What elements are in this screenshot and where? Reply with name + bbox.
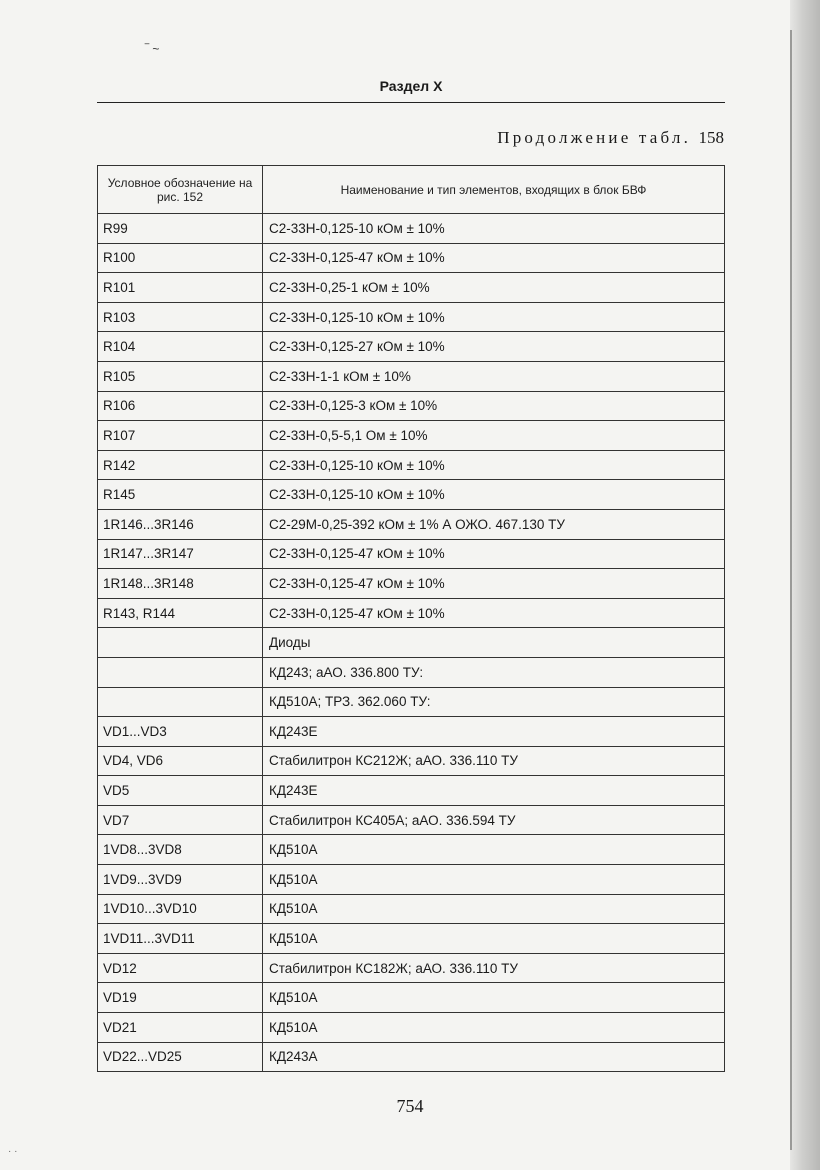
designation-cell: R99: [98, 214, 263, 244]
element-type-cell: КД510А: [263, 865, 725, 895]
designation-cell: VD19: [98, 983, 263, 1013]
table-row: [98, 717, 725, 747]
element-type-cell: КД510А; ТРЗ. 362.060 ТУ:: [263, 687, 725, 717]
table-row: [98, 509, 725, 539]
designation-cell: R100: [98, 243, 263, 273]
designation-cell: VD1...VD3: [98, 717, 263, 747]
designation-cell: R145: [98, 480, 263, 510]
page-edge-shadow: [790, 0, 820, 1170]
designation-cell: 1VD9...3VD9: [98, 865, 263, 895]
table-row: [98, 983, 725, 1013]
element-type-cell: С2-29М-0,25-392 кОм ± 1% А ОЖО. 467.130 ТУ: [263, 509, 725, 539]
element-type-cell: Стабилитрон КС212Ж; аАО. 336.110 ТУ: [263, 746, 725, 776]
table-row: [98, 214, 725, 244]
column-header-designation: Условное обозначение на рис. 152: [98, 166, 263, 214]
element-type-cell: КД243; аАО. 336.800 ТУ:: [263, 657, 725, 687]
designation-cell: VD21: [98, 1013, 263, 1043]
element-type-cell: С2-33Н-0,125-10 кОм ± 10%: [263, 450, 725, 480]
table-row: [98, 421, 725, 451]
table-row: [98, 1013, 725, 1043]
designation-cell: [98, 657, 263, 687]
element-type-cell: КД243Е: [263, 776, 725, 806]
element-type-cell: С2-33Н-0,125-10 кОм ± 10%: [263, 214, 725, 244]
table-row: [98, 805, 725, 835]
element-type-cell: С2-33Н-0,5-5,1 Ом ± 10%: [263, 421, 725, 451]
designation-cell: VD22...VD25: [98, 1042, 263, 1072]
designation-cell: R104: [98, 332, 263, 362]
element-type-cell: С2-33Н-0,125-47 кОм ± 10%: [263, 243, 725, 273]
designation-cell: R101: [98, 273, 263, 303]
table-header-row: [98, 166, 725, 214]
table-row: [98, 865, 725, 895]
element-type-cell: С2-33Н-0,125-27 кОм ± 10%: [263, 332, 725, 362]
designation-cell: VD5: [98, 776, 263, 806]
table-row: [98, 953, 725, 983]
column-header-name-type: Наименование и тип элементов, входящих в блок БВФ: [263, 166, 725, 214]
table-row: [98, 243, 725, 273]
designation-cell: 1R146...3R146: [98, 509, 263, 539]
element-type-cell: КД510А: [263, 1013, 725, 1043]
table-row: [98, 746, 725, 776]
element-type-cell: С2-33Н-1-1 кОм ± 10%: [263, 361, 725, 391]
designation-cell: R143, R144: [98, 598, 263, 628]
table-row: [98, 687, 725, 717]
table-row: [98, 332, 725, 362]
element-type-cell: С2-33Н-0,125-47 кОм ± 10%: [263, 539, 725, 569]
designation-cell: R105: [98, 361, 263, 391]
table-row: [98, 924, 725, 954]
caption-label: Продолжение табл.: [497, 128, 692, 147]
element-type-cell: Стабилитрон КС405А; аАО. 336.594 ТУ: [263, 805, 725, 835]
element-type-cell: С2-33Н-0,25-1 кОм ± 10%: [263, 273, 725, 303]
table-row: [98, 657, 725, 687]
element-type-cell: КД510А: [263, 894, 725, 924]
element-type-cell: С2-33Н-0,125-3 кОм ± 10%: [263, 391, 725, 421]
table-row: [98, 391, 725, 421]
table-row: [98, 302, 725, 332]
designation-cell: R107: [98, 421, 263, 451]
element-type-cell: Диоды: [263, 628, 725, 658]
element-type-cell: С2-33Н-0,125-47 кОм ± 10%: [263, 569, 725, 599]
section-header: Раздел X: [379, 78, 443, 94]
table-row: [98, 569, 725, 599]
element-type-cell: С2-33Н-0,125-10 кОм ± 10%: [263, 480, 725, 510]
designation-cell: 1VD10...3VD10: [98, 894, 263, 924]
table-row: [98, 628, 725, 658]
designation-cell: 1VD8...3VD8: [98, 835, 263, 865]
designation-cell: [98, 687, 263, 717]
table-row: [98, 1042, 725, 1072]
table-row: [98, 598, 725, 628]
components-table: [97, 165, 725, 1072]
table-row: [98, 776, 725, 806]
page-number: 754: [396, 1096, 424, 1116]
element-type-cell: КД510А: [263, 983, 725, 1013]
designation-cell: VD7: [98, 805, 263, 835]
designation-cell: 1R147...3R147: [98, 539, 263, 569]
table-row: [98, 835, 725, 865]
table-row: [98, 480, 725, 510]
element-type-cell: КД243А: [263, 1042, 725, 1072]
designation-cell: R106: [98, 391, 263, 421]
table-row: [98, 539, 725, 569]
designation-cell: [98, 628, 263, 658]
table-row: [98, 361, 725, 391]
designation-cell: R142: [98, 450, 263, 480]
binding-line: [790, 30, 792, 1150]
element-type-cell: С2-33Н-0,125-47 кОм ± 10%: [263, 598, 725, 628]
designation-cell: VD12: [98, 953, 263, 983]
element-type-cell: КД510А: [263, 835, 725, 865]
header-rule: [97, 102, 725, 103]
designation-cell: 1R148...3R148: [98, 569, 263, 599]
element-type-cell: Стабилитрон КС182Ж; аАО. 336.110 ТУ: [263, 953, 725, 983]
table-caption: [497, 128, 724, 148]
scan-artifact: · ·: [8, 1146, 18, 1157]
designation-cell: 1VD11...3VD11: [98, 924, 263, 954]
designation-cell: R103: [98, 302, 263, 332]
element-type-cell: КД243Е: [263, 717, 725, 747]
table-row: [98, 273, 725, 303]
table-row: [98, 894, 725, 924]
table-row: [98, 450, 725, 480]
caption-number: 158: [698, 128, 724, 147]
scan-artifact: ‾ ~: [145, 42, 160, 56]
element-type-cell: С2-33Н-0,125-10 кОм ± 10%: [263, 302, 725, 332]
element-type-cell: КД510А: [263, 924, 725, 954]
designation-cell: VD4, VD6: [98, 746, 263, 776]
